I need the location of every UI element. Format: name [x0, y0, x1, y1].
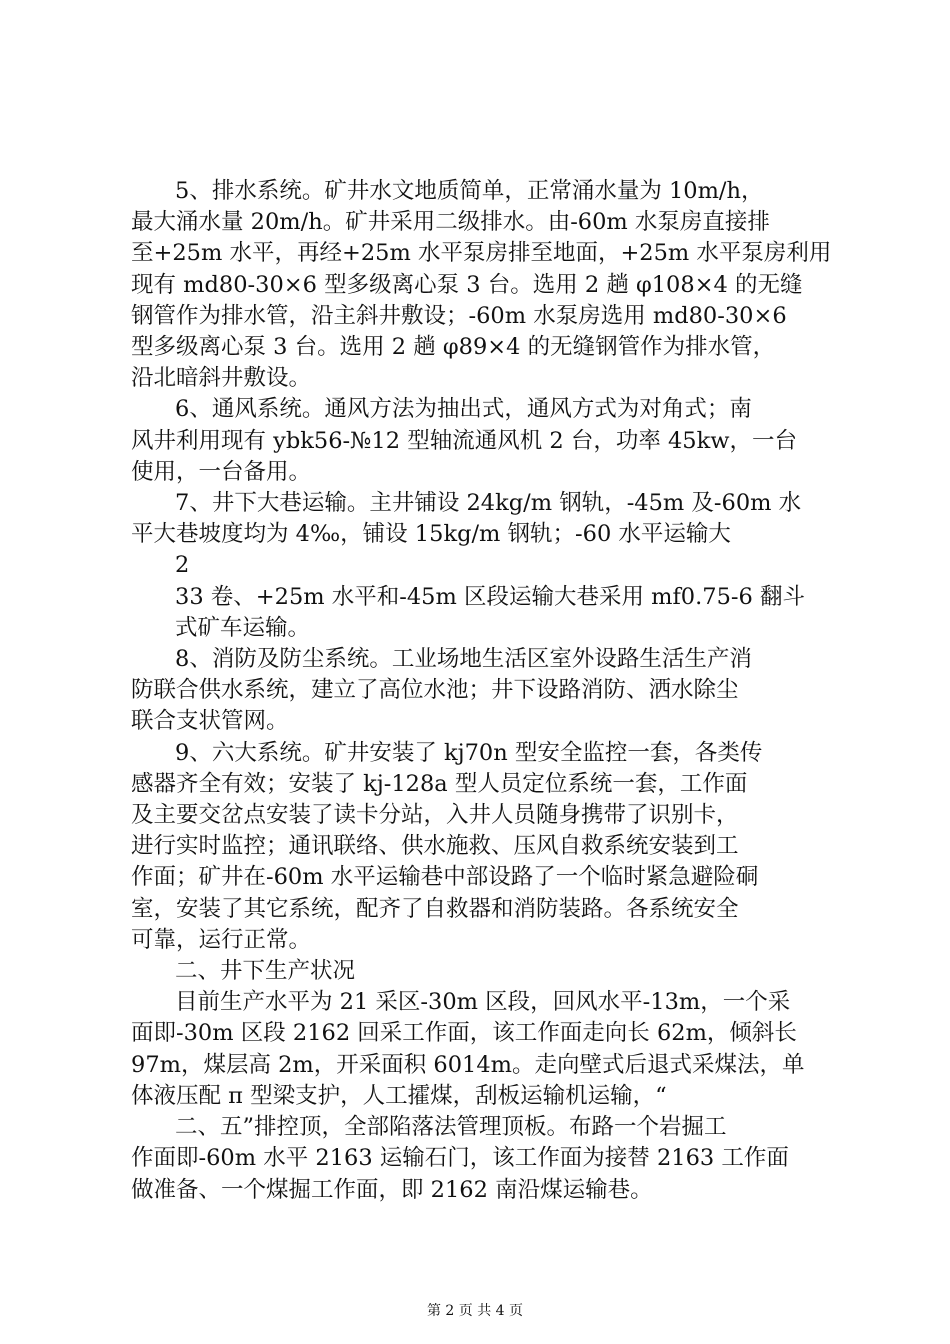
text-line: 面即-30m 区段 2162 回采工作面，该工作面走向长 62m，倾斜长 — [131, 1020, 797, 1047]
text-line: 5、排水系统。矿井水文地质简单，正常涌水量为 10m/h， — [175, 178, 764, 204]
text-line: 作面即-60m 水平 2163 运输石门，该工作面为接替 2163 工作面 — [131, 1145, 789, 1172]
text-line: 沿北暗斜井敷设。 — [131, 365, 312, 392]
text-line: 二、五”排控顶，全部陷落法管理顶板。布路一个岩掘工 — [175, 1114, 727, 1141]
text-line: 风井利用现有 ybk56-№12 型轴流通风机 2 台，功率 45kw，一台 — [131, 427, 798, 454]
text-line: 及主要交岔点安装了读卡分站，入井人员随身携带了识别卡， — [131, 802, 739, 829]
text-line: 感器齐全有效；安装了 kj-128a 型人员定位系统一套，工作面 — [131, 770, 748, 797]
page-footer: 第 2 页 共 4 页 — [426, 1303, 524, 1319]
text-line: 做准备、一个煤掘工作面，即 2162 南沿煤运输巷。 — [131, 1176, 653, 1203]
text-line: 平大巷坡度均为 4‰，铺设 15kg/m 钢轨；-60 水平运输大 — [131, 521, 731, 548]
text-line: 现有 md80-30×6 型多级离心泵 3 台。选用 2 趟 φ108×4 的无缝 — [131, 271, 803, 298]
text-line: 作面；矿井在-60m 水平运输巷中部设路了一个临时紧急避险硐 — [131, 864, 759, 891]
text-line: 使用，一台备用。 — [131, 458, 312, 485]
text-line: 7、井下大巷运输。主井铺设 24kg/m 钢轨，-45m 及-60m 水 — [175, 490, 802, 517]
text-line: 进行实时监控；通讯联络、供水施救、压风自救系统安装到工 — [131, 833, 739, 860]
text-line: 二、井下生产状况 — [175, 958, 356, 985]
text-line: 式矿车运输。 — [175, 614, 311, 641]
text-line: 至+25m 水平，再经+25m 水平泵房排至地面，+25m 水平泵房利用 — [131, 240, 832, 267]
text-line: 9、六大系统。矿井安装了 kj70n 型安全监控一套，各类传 — [175, 739, 763, 766]
text-line: 97m，煤层高 2m，开采面积 6014m。走向壁式后退式采煤法，单 — [131, 1051, 805, 1078]
text-line: 可靠，运行正常。 — [131, 926, 312, 953]
text-line: 33 卷、+25m 水平和-45m 区段运输大巷采用 mf0.75-6 翻斗 — [175, 583, 805, 610]
text-line: 防联合供水系统，建立了高位水池；井下设路消防、洒水除尘 — [131, 677, 739, 704]
text-line: 6、通风系统。通风方法为抽出式，通风方式为对角式；南 — [175, 396, 752, 423]
text-line: 联合支状管网。 — [131, 708, 289, 735]
text-line: 2 — [175, 552, 190, 579]
text-line: 最大涌水量 20m/h。矿井采用二级排水。由-60m 水泵房直接排 — [131, 209, 770, 236]
body-text — [131, 176, 851, 1206]
text-line: 体液压配 π 型梁支护，人工攉煤，刮板运输机运输，“ — [131, 1082, 667, 1109]
text-line: 8、消防及防尘系统。工业场地生活区室外设路生活生产消 — [175, 646, 752, 673]
text-line: 钢管作为排水管，沿主斜井敷设；-60m 水泵房选用 md80-30×6 — [131, 302, 787, 329]
text-line: 目前生产水平为 21 采区-30m 区段，回风水平-13m，一个采 — [175, 989, 791, 1016]
text-line: 型多级离心泵 3 台。选用 2 趟 φ89×4 的无缝钢管作为排水管， — [131, 334, 776, 361]
text-line: 室，安装了其它系统，配齐了自救器和消防装路。各系统安全 — [131, 895, 739, 922]
